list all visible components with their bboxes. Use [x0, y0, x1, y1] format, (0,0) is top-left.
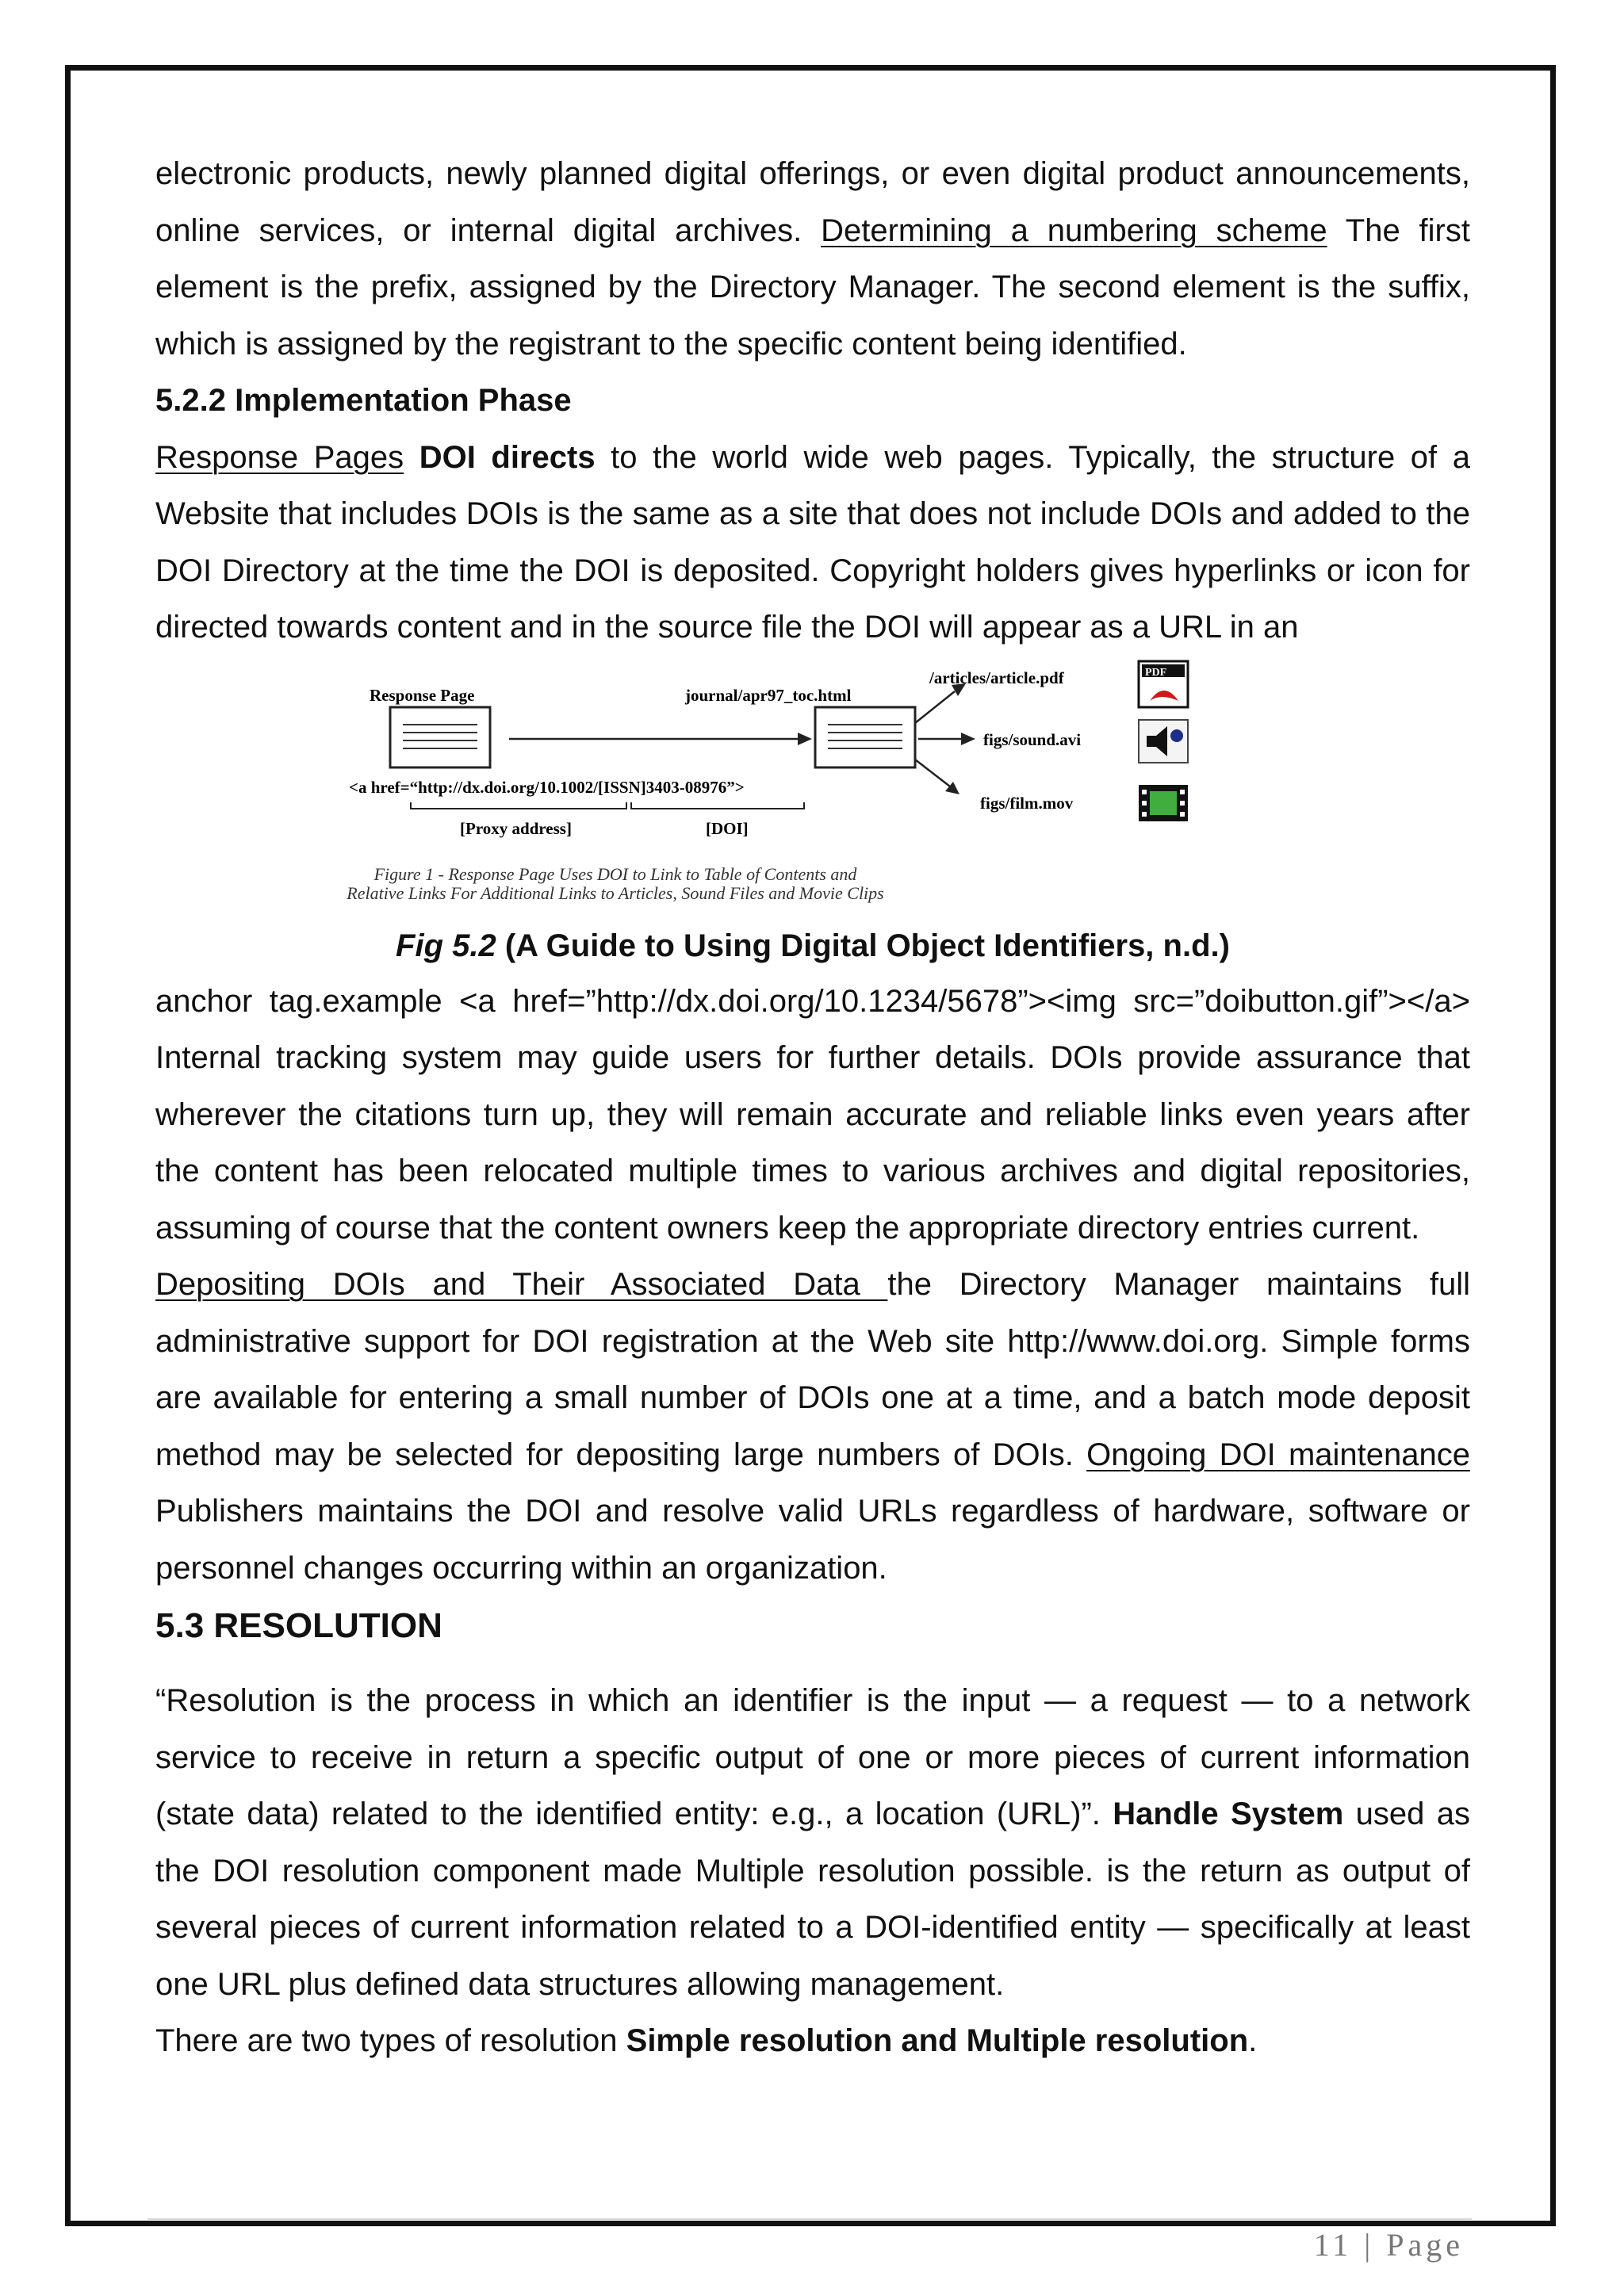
paragraph-resolution-types: There are two types of resolution Simple resolution and Multiple resolution. [155, 2023, 1258, 2058]
figure-response-page-diagram [155, 656, 1470, 918]
inner-caption-line1: Figure 1 - Response Page Uses DOI to Link to Table of Contents and [373, 863, 857, 884]
svg-text:PDF: PDF [1145, 666, 1167, 679]
response-page-label: Response Page [370, 685, 475, 705]
film-label: figs/film.mov [980, 793, 1074, 813]
underlined-term-depositing: Depositing DOIs and Their Associated Data [155, 1267, 888, 1302]
inner-caption-line2: Relative Links For Additional Links to Articles, Sound Files and Movie Clips [347, 882, 884, 903]
underlined-term-numbering-scheme: Determining a numbering scheme [821, 212, 1327, 248]
footer-divider [147, 2218, 1472, 2220]
article-label: /articles/article.pdf [929, 668, 1064, 687]
sound-label: figs/sound.avi [983, 729, 1082, 749]
response-page-doc-icon [390, 707, 490, 767]
toc-label: journal/apr97_toc.html [685, 685, 852, 705]
page-number: 11 | Page [1313, 2227, 1464, 2263]
doi-label: [DOI] [706, 818, 749, 838]
paragraph-response-pages: Response Pages DOI directs to the world wide web pages. Typically, the structure of a Website that includes DOIs is the same as a site that does not include DOIs and added to the DOI Directory at the time the DOI is deposited. Copyright holders gives hyperlinks or icon for directed towards content and in the source file the DOI will appear as a URL in an [155, 439, 1470, 645]
paragraph-depositing-dois: Depositing DOIs and Their Associated Data the Directory Manager maintains full administrative support for DOI registration at the Web site http://www.doi.org. Simple forms are available for entering a small number of DOIs one at a time, and a batch mode deposit method may be selected for depositing large numbers of DOIs. Ongoing DOI maintenance Publishers maintains the DOI and resolve valid URLs regardless of hardware, software or personnel changes occurring within an organization. [155, 1267, 1470, 1586]
paragraph-numbering-scheme: electronic products, newly planned digital offerings, or even digital product announcements, online services, or internal digital archives. Determining a numbering scheme The first element is the prefix, assigned by the Directory Manager. The second element is the suffix, which is assigned by the registrant to the specific content being identified. [155, 156, 1470, 362]
section-heading-implementation-phase: 5.2.2 Implementation Phase [155, 383, 572, 418]
section-heading-resolution: 5.3 RESOLUTION [155, 1606, 442, 1645]
proxy-label: [Proxy address] [460, 818, 572, 838]
diagram-svg [155, 656, 1470, 918]
figure-caption: Fig 5.2 (A Guide to Using Digital Object Identifiers, n.d.) [396, 928, 1230, 963]
underlined-term-response-pages: Response Pages [155, 439, 404, 475]
href-text: <a href=“http://dx.doi.org/10.1002/[ISSN]3403-08976”> [349, 777, 745, 797]
paragraph-resolution-definition: “Resolution is the process in which an identifier is the input — a request — to a network service to receive in return a specific output of one or more pieces of current information (state data) related to the identified entity: e.g., a location (URL)”. Handle System used as the DOI resolution component made Multiple resolution possible. is the return as output of several pieces of current information related to a DOI-identified entity — specifically at least one URL plus defined data structures allowing management. [155, 1683, 1471, 2002]
toc-doc-icon [815, 707, 915, 767]
underlined-term-ongoing-maintenance: Ongoing DOI maintenance [1086, 1437, 1470, 1472]
page-content [155, 146, 1470, 2070]
paragraph-anchor-tag: anchor tag.example <a href=”http://dx.doi.org/10.1234/5678”><img src=”doibutton.gif”></a> Internal tracking system may guide users for further details. DOIs provide assurance that wherever the citations turn up, they will remain accurate and reliable links even years after the content has been relocated multiple times to various archives and digital repositories, assuming of course that the content owners keep the appropriate directory entries current. [155, 983, 1470, 1246]
